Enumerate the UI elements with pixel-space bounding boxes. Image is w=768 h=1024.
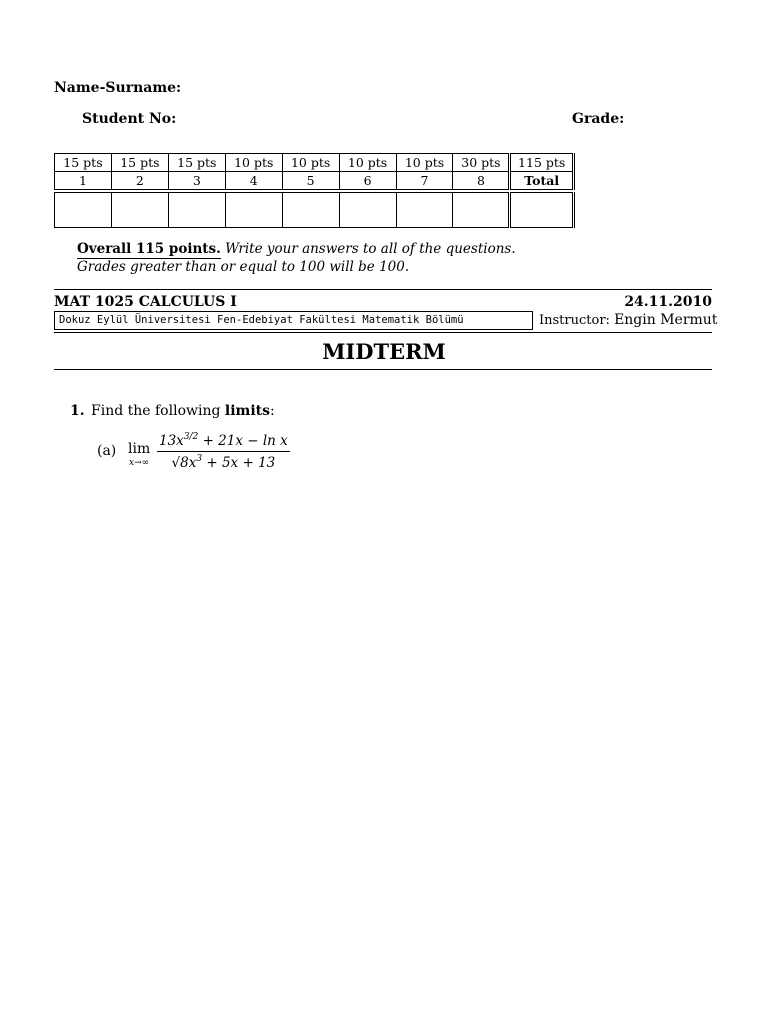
score-entry-cell[interactable] (339, 193, 396, 228)
question-text-post: : (270, 403, 275, 419)
lim-text: lim (128, 441, 151, 457)
exam-title: MIDTERM (322, 339, 446, 364)
denominator-term: √8x (171, 455, 197, 471)
lim-subscript: x→∞ (129, 458, 150, 468)
points-cell: 15 pts (55, 154, 112, 172)
question-number-cell: 2 (111, 172, 168, 190)
question-number-cell: 5 (282, 172, 339, 190)
instructions-text-1: Write your answers to all of the questions. (225, 241, 516, 257)
exam-date: 24.11.2010 (624, 294, 712, 310)
divider-top (54, 289, 712, 290)
points-cell: 15 pts (168, 154, 225, 172)
numerator-term: 13x (159, 433, 184, 449)
total-points-cell: 115 pts (510, 154, 574, 172)
score-entry-cell[interactable] (282, 193, 339, 228)
score-entry-cell[interactable] (396, 193, 453, 228)
score-entry-cell[interactable] (168, 193, 225, 228)
total-entry-cell[interactable] (510, 193, 574, 228)
score-entry-row (55, 193, 574, 228)
points-cell: 10 pts (396, 154, 453, 172)
denominator-exponent: 3 (196, 454, 203, 464)
question-text-pre: Find the following (91, 403, 225, 419)
fraction-denominator (157, 452, 290, 471)
divider-middle (54, 332, 712, 333)
score-entry-cell[interactable] (225, 193, 282, 228)
limit-operator (128, 442, 150, 470)
department-box: Dokuz Eylül Üniversitesi Fen-Edebiyat Fakültesi Matematik Bölümü (54, 311, 533, 330)
instructions-text-2: Grades greater than or equal to 100 will be 100. (77, 259, 410, 275)
part-a-label: (a) (97, 443, 117, 459)
score-entry-cell[interactable] (55, 193, 112, 228)
question-text (91, 403, 275, 419)
instructor-name: Engin Mermut (614, 312, 718, 328)
score-entry-cell[interactable] (111, 193, 168, 228)
fraction-numerator (157, 432, 290, 452)
instructor-label: Instructor: (539, 313, 610, 328)
course-code: MAT 1025 CALCULUS I (54, 294, 237, 310)
question-number-cell: 8 (453, 172, 510, 190)
question-text-bold: limits (224, 403, 271, 419)
student-no-label: Student No: (82, 111, 177, 127)
total-label-cell: Total (510, 172, 574, 190)
divider-bottom (54, 369, 712, 370)
score-entry-cell[interactable] (453, 193, 510, 228)
question-number-row (55, 172, 574, 190)
grade-label: Grade: (572, 111, 625, 127)
overall-points-heading: Overall 115 points. (77, 241, 221, 257)
question-number-cell: 1 (55, 172, 112, 190)
instructions (77, 240, 516, 276)
limit-fraction (157, 432, 290, 471)
points-row (55, 154, 574, 172)
instructor (539, 312, 717, 328)
points-cell: 10 pts (225, 154, 282, 172)
name-surname-label: Name-Surname: (54, 80, 182, 96)
numerator-exponent: 3/2 (183, 432, 199, 442)
points-cell: 30 pts (453, 154, 510, 172)
score-table (54, 153, 575, 228)
question-number-cell: 3 (168, 172, 225, 190)
points-cell: 10 pts (339, 154, 396, 172)
question-number-cell: 6 (339, 172, 396, 190)
question-number-cell: 4 (225, 172, 282, 190)
points-cell: 10 pts (282, 154, 339, 172)
question-number-cell: 7 (396, 172, 453, 190)
denominator-rest: + 5x + 13 (202, 455, 276, 471)
points-cell: 15 pts (111, 154, 168, 172)
question-number: 1. (70, 403, 85, 419)
numerator-rest: + 21x − ln x (198, 433, 288, 449)
